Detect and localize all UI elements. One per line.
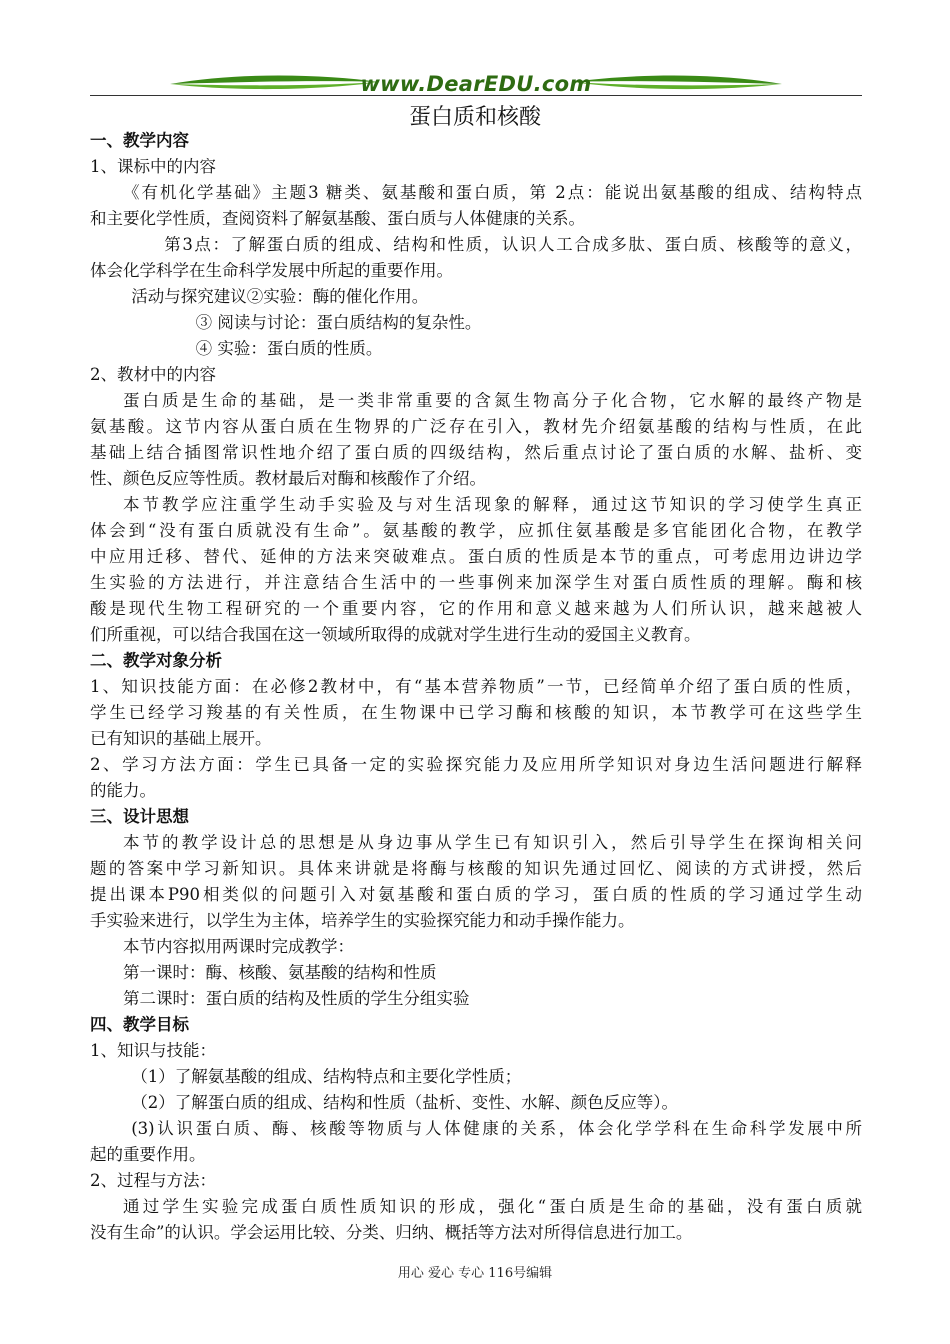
header-banner <box>90 70 862 100</box>
page-footer: 用心 爱心 专心 116号编辑 <box>397 1266 553 1281</box>
text-line: 2、教材中的内容 <box>90 365 216 384</box>
text-line: 题的答案中学习新知识。具体来讲就是将酶与核酸的知识先通过回忆、阅读的方式讲授，然后 <box>90 859 862 878</box>
text-line: 体会化学科学在生命科学发展中所起的重要作用。 <box>90 261 453 280</box>
text-line: 生实验的方法进行，并注意结合生活中的一些事例来加深学生对蛋白质性质的理解。酶和核 <box>90 573 862 592</box>
text-line: 2、学习方法方面：学生已具备一定的实验探究能力及应用所学知识对身边生活问题进行解释 <box>90 755 862 774</box>
text-line: 1、知识与技能： <box>90 1041 216 1060</box>
section-heading: 四、教学目标 <box>90 1015 189 1034</box>
text-line: ④ 实验：蛋白质的性质。 <box>195 339 383 358</box>
text-line: 和主要化学性质，查阅资料了解氨基酸、蛋白质与人体健康的关系。 <box>90 209 585 228</box>
text-line: ③ 阅读与讨论：蛋白质结构的复杂性。 <box>195 313 482 332</box>
text-line: 学生已经学习羧基的有关性质，在生物课中已学习酶和核酸的知识，本节教学可在这些学生 <box>90 703 862 722</box>
text-line: 1、知识技能方面：在必修2教材中，有“基本营养物质”一节，已经简单介绍了蛋白质的性质， <box>90 677 862 696</box>
site-logo-text[interactable]: www.DearEDU.com <box>360 72 592 96</box>
text-line: 第二课时：蛋白质的结构及性质的学生分组实验 <box>123 989 470 1008</box>
header-rule <box>90 95 862 96</box>
text-line: 已有知识的基础上展开。 <box>90 729 272 748</box>
text-line: 手实验来进行，以学生为主体，培养学生的实验探究能力和动手操作能力。 <box>90 911 635 930</box>
text-line: 第3点：了解蛋白质的组成、结构和性质，认识人工合成多肽、蛋白质、核酸等的意义， <box>164 235 862 254</box>
text-line: 没有生命”的认识。学会运用比较、分类、归纳、概括等方法对所得信息进行加工。 <box>90 1223 693 1242</box>
text-line: 本节教学应注重学生动手实验及与对生活现象的解释，通过这节知识的学习使学生真正 <box>123 495 862 514</box>
text-line: 本节的教学设计总的思想是从身边事从学生已有知识引入，然后引导学生在探询相关问 <box>123 833 862 852</box>
text-line: 2、过程与方法： <box>90 1171 216 1190</box>
text-line: 第一课时：酶、核酸、氨基酸的结构和性质 <box>123 963 437 982</box>
text-line: （1）了解氨基酸的组成、结构特点和主要化学性质； <box>131 1067 522 1086</box>
text-line: 活动与探究建议②实验：酶的催化作用。 <box>131 287 429 306</box>
document-title: 蛋白质和核酸 <box>408 105 541 130</box>
text-line: 本节内容拟用两课时完成教学： <box>123 937 354 956</box>
text-line: 氨基酸。这节内容从蛋白质在生物界的广泛存在引入，教材先介绍氨基酸的结构与性质，在此 <box>90 417 862 436</box>
text-line: 基础上结合插图常识性地介绍了蛋白质的四级结构，然后重点讨论了蛋白质的水解、盐析、变 <box>90 443 862 462</box>
document-body <box>90 128 862 1246</box>
text-line: 的能力。 <box>90 781 156 800</box>
text-line: 蛋白质是生命的基础，是一类非常重要的含氮生物高分子化合物，它水解的最终产物是 <box>123 391 862 410</box>
section-heading: 二、教学对象分析 <box>90 651 222 670</box>
section-heading: 三、设计思想 <box>90 807 189 826</box>
text-line: （2）了解蛋白质的组成、结构和性质（盐析、变性、水解、颜色反应等）。 <box>131 1093 678 1112</box>
text-line: 性、颜色反应等性质。教材最后对酶和核酸作了介绍。 <box>90 469 486 488</box>
text-line: 《有机化学基础》主题3 糖类、氨基酸和蛋白质，第 2点：能说出氨基酸的组成、结构特点 <box>123 183 862 202</box>
text-line: 1、课标中的内容 <box>90 157 216 176</box>
text-line: 起的重要作用。 <box>90 1145 206 1164</box>
text-line: 中应用迁移、替代、延伸的方法来突破难点。蛋白质的性质是本节的重点，可考虑用边讲边学 <box>90 547 862 566</box>
text-line: 体会到“没有蛋白质就没有生命”。氨基酸的教学，应抓住氨基酸是多官能团化合物，在教学 <box>90 521 862 540</box>
text-line: 通过学生实验完成蛋白质性质知识的形成，强化“蛋白质是生命的基础，没有蛋白质就 <box>123 1197 862 1216</box>
text-line: 们所重视，可以结合我国在这一领域所取得的成就对学生进行生动的爱国主义教育。 <box>90 625 701 644</box>
text-line: (3)认识蛋白质、酶、核酸等物质与人体健康的关系，体会化学学科在生命科学发展中所 <box>131 1119 862 1138</box>
section-heading: 一、教学内容 <box>90 131 189 150</box>
text-line: 酸是现代生物工程研究的一个重要内容，它的作用和意义越来越为人们所认识，越来越被人 <box>90 599 862 618</box>
text-line: 提出课本P90相类似的问题引入对氨基酸和蛋白质的学习，蛋白质的性质的学习通过学生动 <box>90 885 862 904</box>
